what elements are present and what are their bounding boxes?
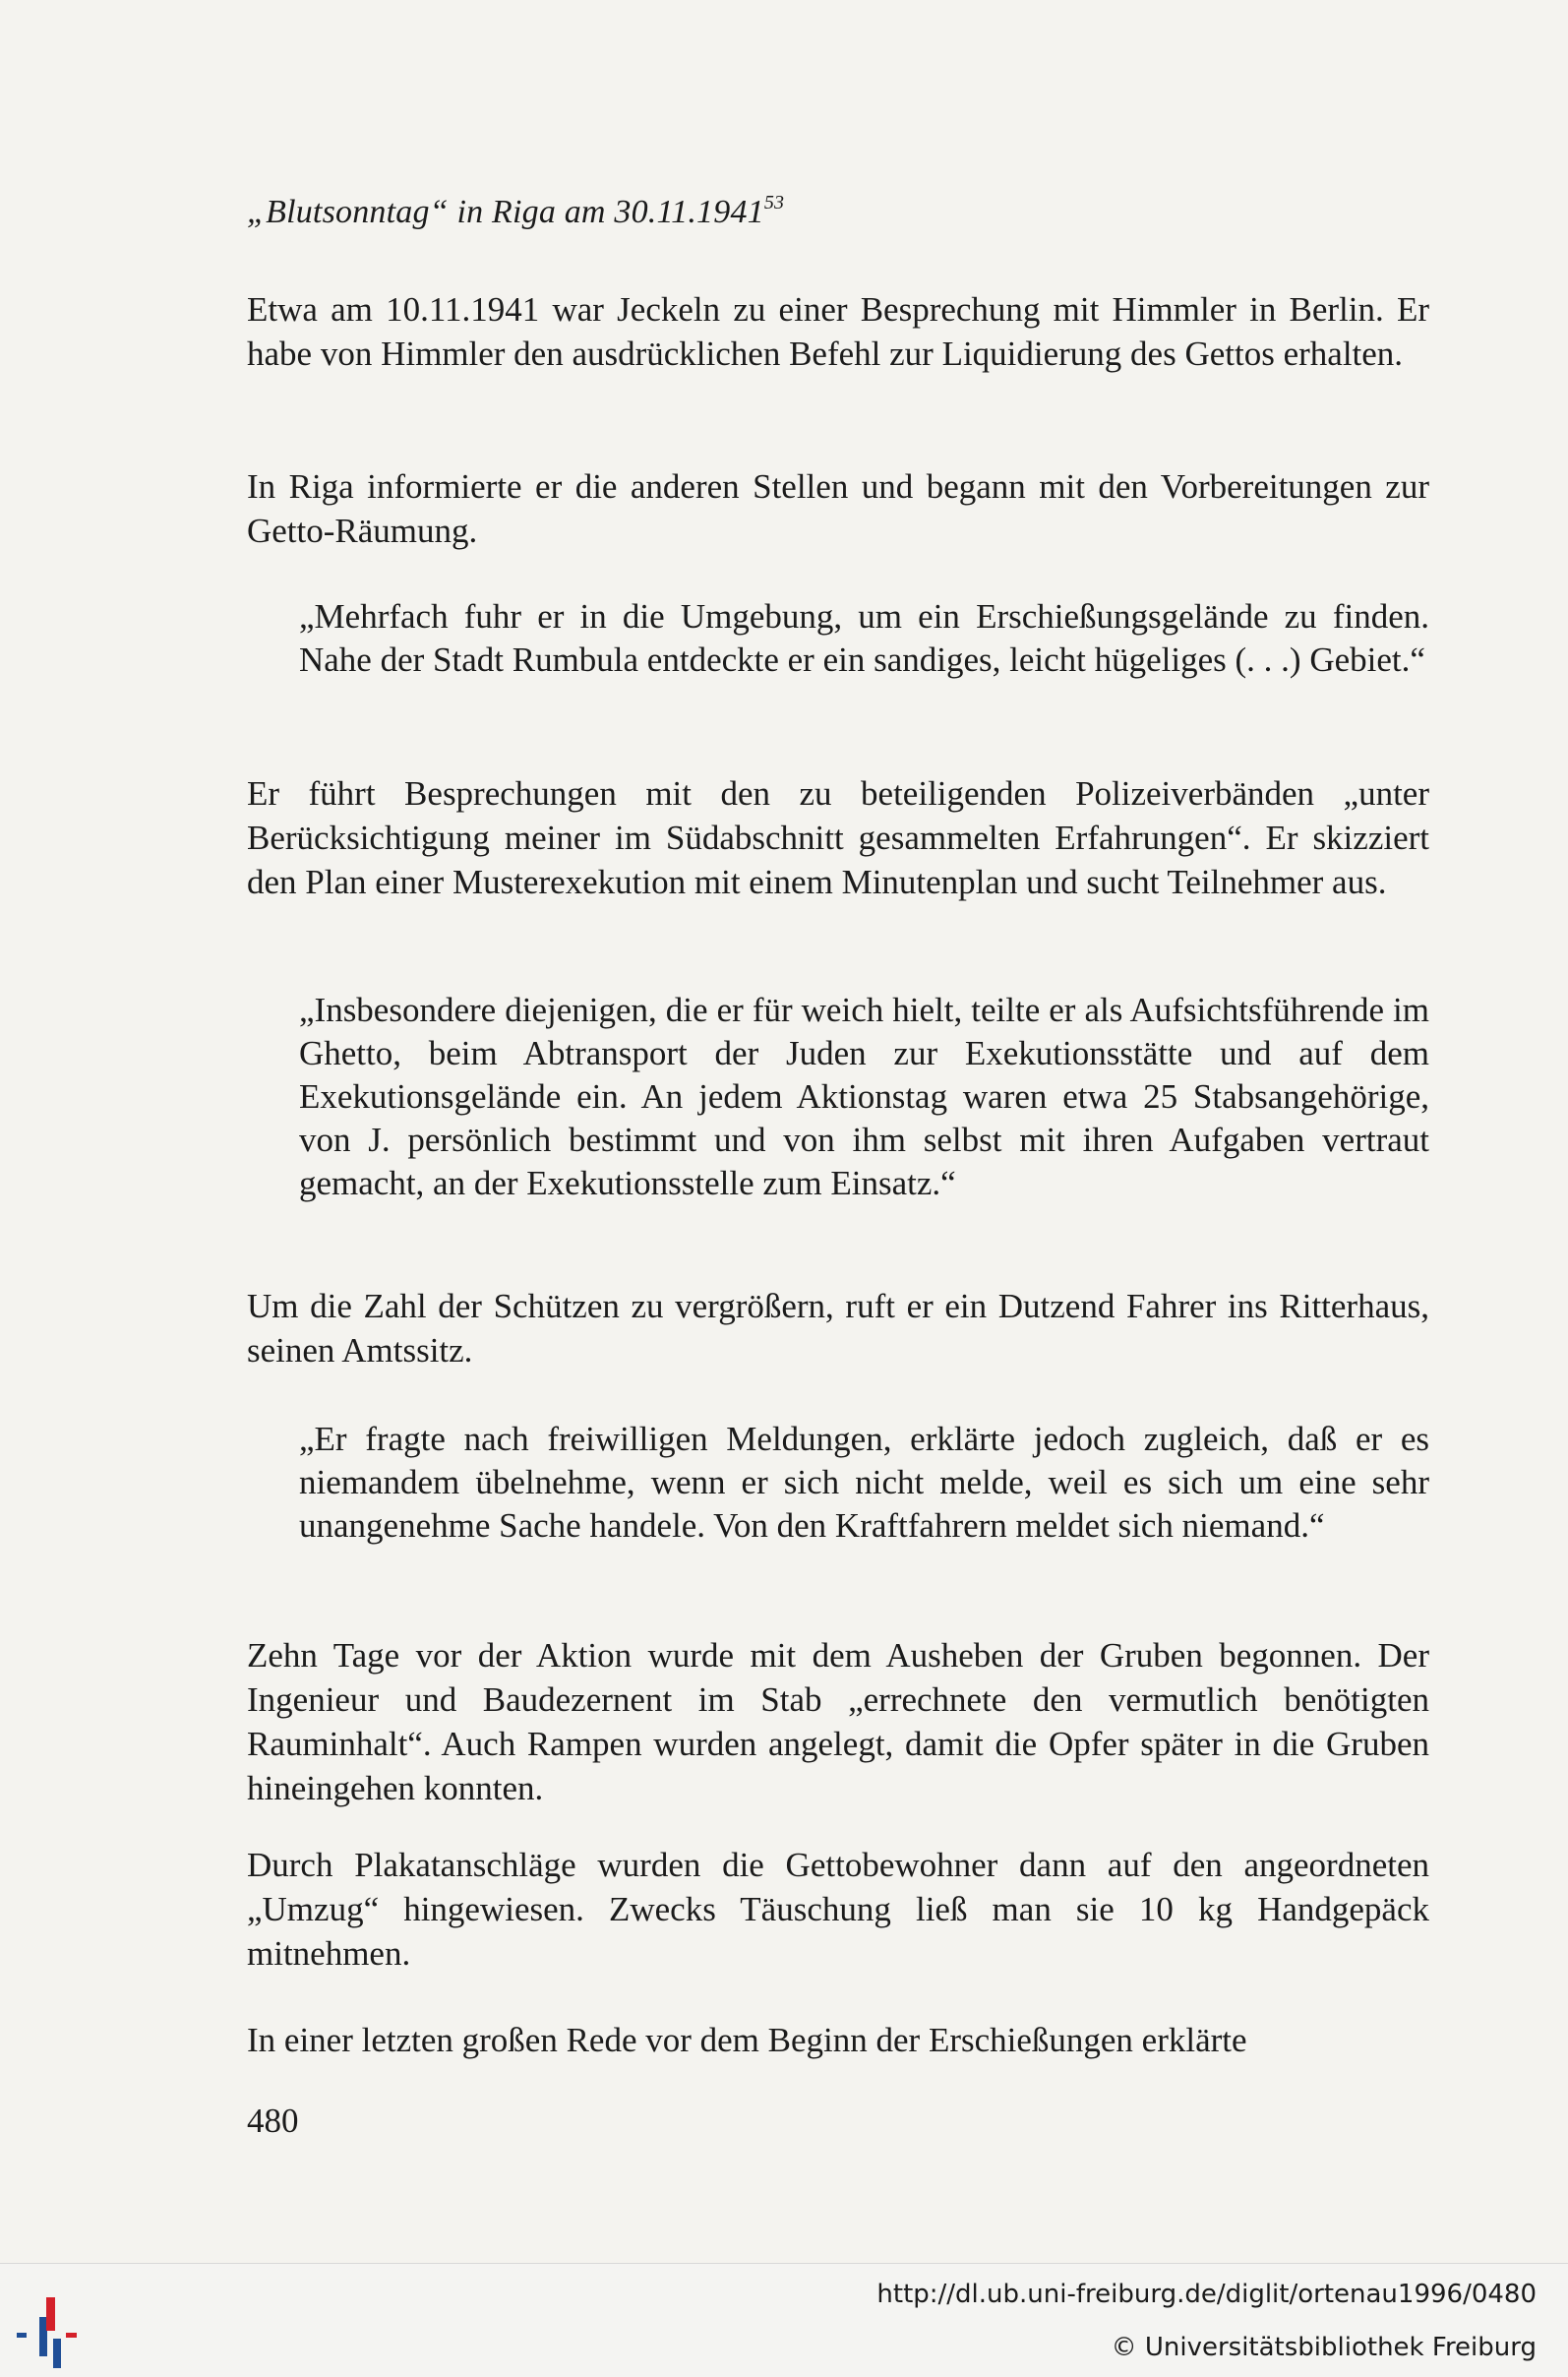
- paragraph-2: In Riga informierte er die anderen Stellen und begann mit den Vorbereitungen zur Getto-Räumung.: [247, 467, 1429, 550]
- copyright-notice: © Universitätsbibliothek Freiburg: [1111, 2333, 1537, 2362]
- page-number: 480: [247, 2102, 299, 2140]
- paragraph-3: Er führt Besprechungen mit den zu beteiligenden Polizeiverbänden „unter Berücksichtigung meiner im Südabschnitt gesammelten Erfahrungen“. Er skizziert den Plan einer Musterexekution mit einem Minutenplan und sucht Teilnehmer aus.: [247, 774, 1429, 901]
- footnote-marker: 53: [763, 192, 785, 213]
- quote-1: „Mehrfach fuhr er in die Umgebung, um ein Erschießungsgelände zu finden. Nahe der Stadt Rumbula entdeckte er ein sandiges, leicht hügeliges (. . .) Gebiet.“: [299, 597, 1429, 679]
- paragraph-6: Durch Plakatanschläge wurden die Gettobewohner dann auf den angeordneten „Umzug“ hingewiesen. Zwecks Täuschung ließ man sie 10 kg Handgepäck mitnehmen.: [247, 1846, 1429, 1973]
- quote-2: „Insbesondere diejenigen, die er für weich hielt, teilte er als Aufsichtsführende im Ghetto, beim Abtransport der Juden zur Exekutionsstätte und auf dem Exekutionsgelände ein. An jedem Aktionstag waren etwa 25 Stabsangehörige, von J. persönlich bestimmt und von ihm selbst mit ihren Aufgaben vertraut gemacht, an der Exekutionsstelle zum Einsatz.“: [299, 991, 1429, 1202]
- paragraph-5: Zehn Tage vor der Aktion wurde mit dem Ausheben der Gruben begonnen. Der Ingenieur und Baudezernent im Stab „errechnete den vermutlich benötigten Rauminhalt“. Auch Rampen wurden angelegt, damit die Opfer später in die Gruben hineingehen konnten.: [247, 1636, 1429, 1807]
- paragraph-4: Um die Zahl der Schützen zu vergrößern, ruft er ein Dutzend Fahrer ins Ritterhaus, seinen Amtssitz.: [247, 1287, 1429, 1370]
- quote-3: „Er fragte nach freiwilligen Meldungen, erklärte jedoch zugleich, daß er es niemandem übelnehme, wenn er sich nicht melde, weil es sich um eine sehr unangenehme Sache handele. Von den Kraftfahrern meldet sich niemand.“: [299, 1420, 1429, 1545]
- heading-title: „Blutsonntag“ in Riga am 30.11.1941: [247, 194, 764, 230]
- source-url-link[interactable]: http://dl.ub.uni-freiburg.de/diglit/ortenau1996/0480: [876, 2280, 1537, 2309]
- paragraph-1: Etwa am 10.11.1941 war Jeckeln zu einer Besprechung mit Himmler in Berlin. Er habe von Himmler den ausdrücklichen Befehl zur Liquidierung des Gettos erhalten.: [247, 290, 1429, 373]
- library-logo-icon: [14, 2282, 102, 2370]
- footer-bar: [0, 2263, 1568, 2377]
- paragraph-7: In einer letzten großen Rede vor dem Beginn der Erschießungen erklärte: [247, 2021, 1247, 2059]
- section-heading: [247, 193, 784, 232]
